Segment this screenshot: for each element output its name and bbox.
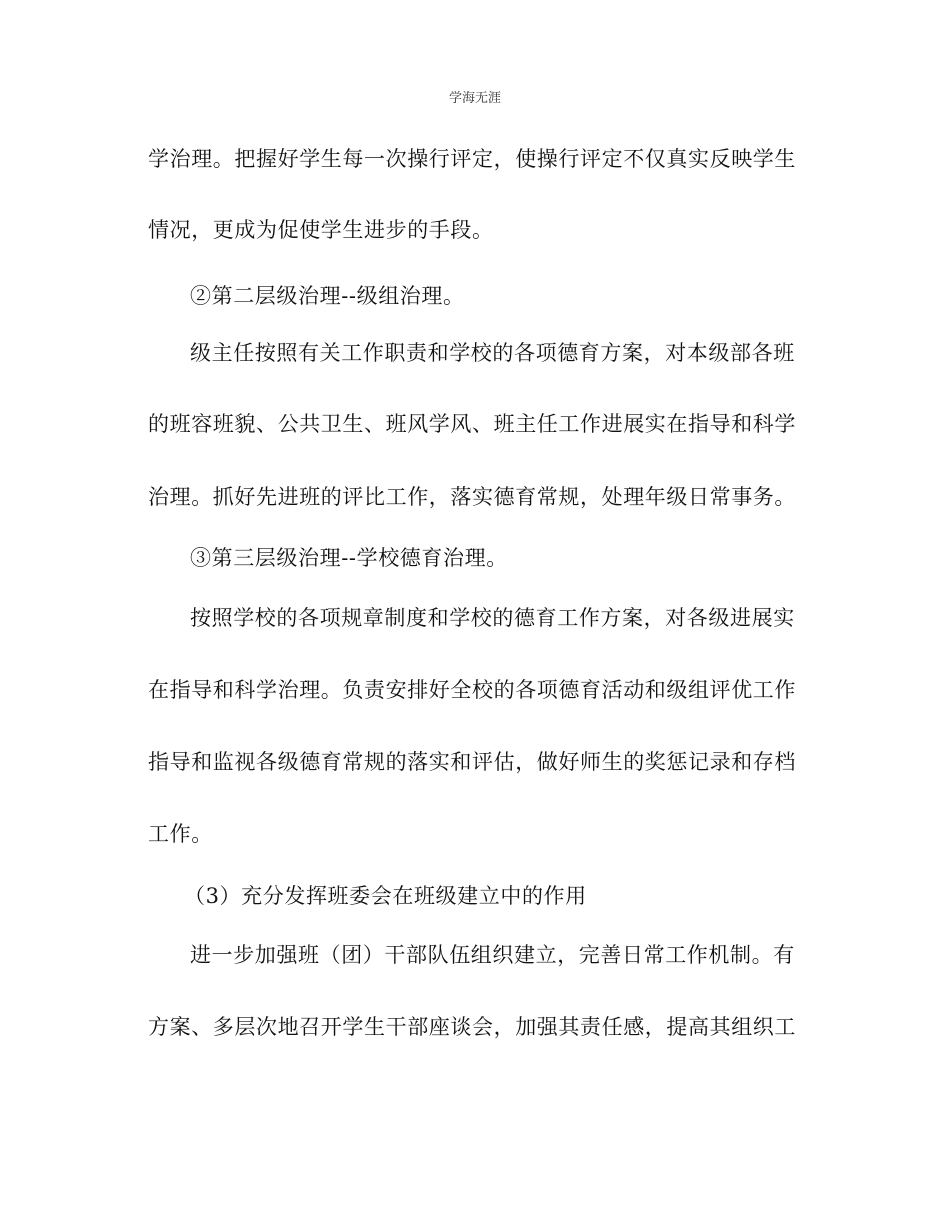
section-heading: ③第三层级治理--学校德育治理。 [190, 546, 508, 570]
body-line: 级主任按照有关工作职责和学校的各项德育方案，对本级部各班 [190, 341, 795, 365]
body-line: 在指导和科学治理。负责安排好全校的各项德育活动和级组评优工作 [148, 678, 796, 702]
body-line: 的班容班貌、公共卫生、班风学风、班主任工作进展实在指导和科学 [148, 412, 796, 436]
body-line: 按照学校的各项规章制度和学校的德育工作方案，对各级进展实 [190, 606, 795, 630]
body-line: 指导和监视各级德育常规的落实和评估，做好师生的奖惩记录和存档 [148, 750, 796, 774]
body-line: 进一步加强班（团）干部队伍组织建立，完善日常工作机制。有 [190, 943, 795, 967]
section-heading: （3）充分发挥班委会在班级建立中的作用 [184, 884, 587, 908]
body-line: 工作。 [148, 822, 213, 846]
body-line: 方案、多层次地召开学生干部座谈会，加强其责任感，提高其组织工 [148, 1015, 796, 1039]
section-heading: ②第二层级治理--级组治理。 [190, 284, 465, 308]
body-line: 学治理。把握好学生每一次操行评定，使操行评定不仅真实反映学生 [148, 147, 796, 171]
body-line: 治理。抓好先进班的评比工作，落实德育常规，处理年级日常事务。 [148, 485, 796, 509]
body-line: 情况，更成为促使学生进步的手段。 [148, 218, 494, 242]
page-header: 学海无涯 [448, 91, 501, 106]
